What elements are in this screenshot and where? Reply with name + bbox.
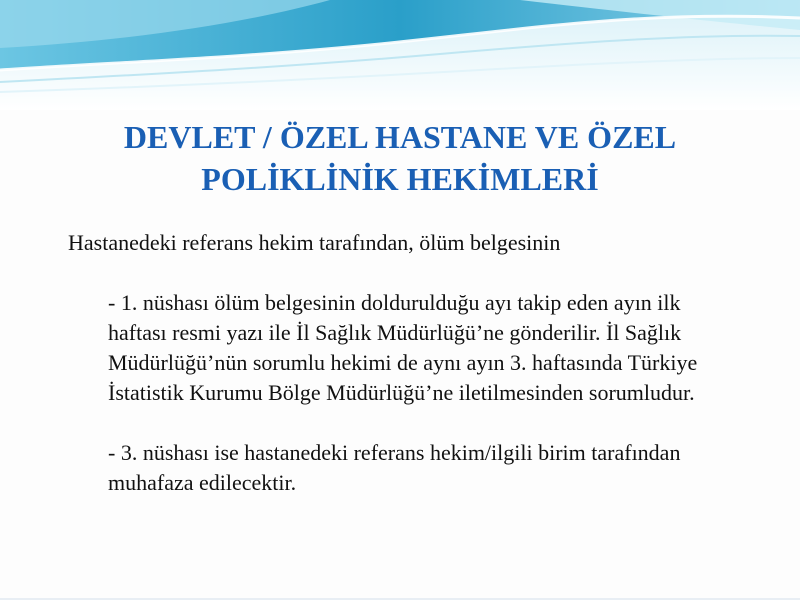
title-line-2: POLİKLİNİK HEKİMLERİ (201, 161, 599, 197)
list-item: - 1. nüshası ölüm belgesinin doldurulduğu ayı takip eden ayın ilk haftası resmi yazı ile İl Sağlık Müdürlüğü’ne gönderilir. İl Sağlık Müdürlüğü’nün sorumlu hekimi de aynı ayın 3. haftasında Türkiye İstatistik Kurumu Bölge Müdürlüğü’ne iletilmesinden sorumludur. (108, 290, 698, 405)
intro-text: Hastanedeki referans hekim tarafından, ölüm belgesinin (68, 230, 561, 255)
list-item: - 3. nüshası ise hastanedeki referans hekim/ilgili birim tarafından muhafaza edilecektir. (108, 440, 681, 495)
title-line-1: DEVLET / ÖZEL HASTANE VE ÖZEL (123, 119, 677, 155)
slide-body (68, 228, 748, 498)
header-wave-decoration (0, 0, 800, 110)
slide-title (60, 116, 740, 200)
